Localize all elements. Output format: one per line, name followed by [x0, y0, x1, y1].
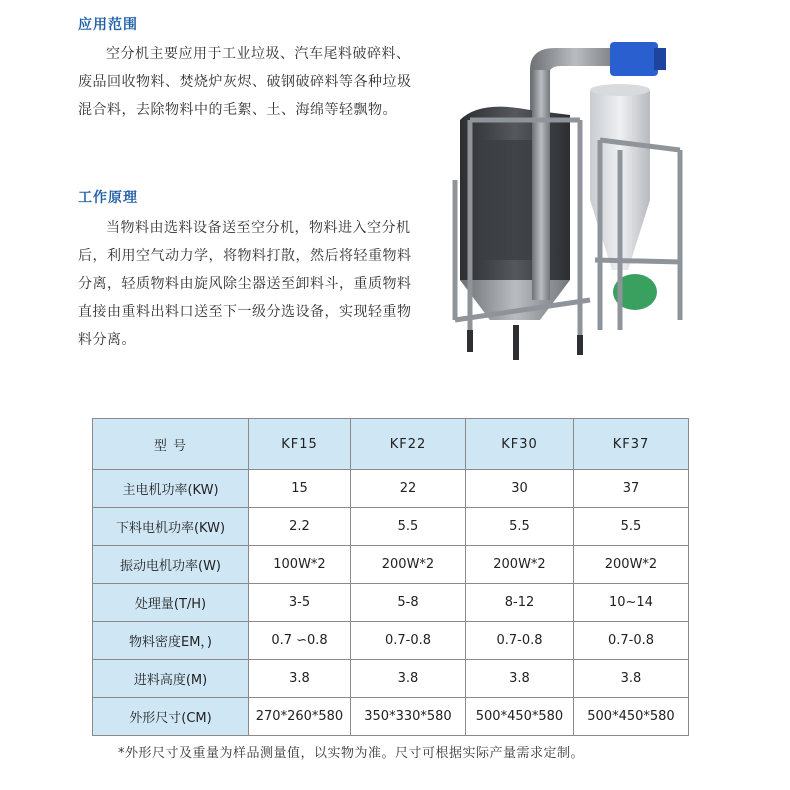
table-cell: 8-12	[466, 584, 574, 622]
table-cell: 2.2	[249, 508, 351, 546]
row-label: 主电机功率(KW)	[93, 470, 249, 508]
header-cell-model: 型 号	[93, 419, 249, 470]
table-cell: 3.8	[466, 660, 574, 698]
table-row	[93, 622, 689, 660]
header-cell-kf22: KF22	[351, 419, 466, 470]
section-heading-principle: 工作原理	[78, 190, 138, 206]
table-cell: 15	[249, 470, 351, 508]
table-cell: 100W*2	[249, 546, 351, 584]
table-cell: 30	[466, 470, 574, 508]
table-row	[93, 584, 689, 622]
principle-paragraph: 当物料由选料设备送至空分机，物料进入空分机后，利用空气动力学，将物料打散，然后将轻重物料分离，轻质物料由旋风除尘器送至卸料斗，重质物料直接由重料出料口送至下一级分选设备，实现轻重物料分离。	[78, 220, 412, 348]
motor-icon	[610, 42, 658, 76]
table-row	[93, 698, 689, 736]
row-label: 振动电机功率(W)	[93, 546, 249, 584]
table-cell: 3.8	[249, 660, 351, 698]
row-label: 进料高度(M)	[93, 660, 249, 698]
application-paragraph: 空分机主要应用于工业垃圾、汽车尾料破碎料、废品回收物料、焚烧炉灰烬、破钢破碎料等各种垃圾混合料，去除物料中的毛絮、土、海绵等轻飘物。	[78, 46, 412, 118]
table-cell: 270*260*580	[249, 698, 351, 736]
air-separator-machine-image	[420, 30, 710, 370]
table-cell: 5.5	[351, 508, 466, 546]
table-row	[93, 470, 689, 508]
table-cell: 22	[351, 470, 466, 508]
table-cell: 3.8	[574, 660, 689, 698]
table-row	[93, 508, 689, 546]
table-cell: 3-5	[249, 584, 351, 622]
table-cell: 200W*2	[574, 546, 689, 584]
table-cell: 500*450*580	[574, 698, 689, 736]
table-cell: 0.7-0.8	[351, 622, 466, 660]
table-cell: 200W*2	[351, 546, 466, 584]
table-cell: 5.5	[466, 508, 574, 546]
table-cell: 500*450*580	[466, 698, 574, 736]
row-label: 外形尺寸(CM)	[93, 698, 249, 736]
table-cell: 350*330*580	[351, 698, 466, 736]
row-label: 下料电机功率(KW)	[93, 508, 249, 546]
table-cell: 5-8	[351, 584, 466, 622]
spec-table	[92, 418, 689, 736]
table-cell: 3.8	[351, 660, 466, 698]
table-cell: 37	[574, 470, 689, 508]
header-cell-kf30: KF30	[466, 419, 574, 470]
table-cell: 10~14	[574, 584, 689, 622]
section-heading-application: 应用范围	[78, 17, 138, 33]
header-cell-kf37: KF37	[574, 419, 689, 470]
table-header-row	[93, 419, 689, 470]
header-cell-kf15: KF15	[249, 419, 351, 470]
footnote: *外形尺寸及重量为样品测量值，以实物为准。尺寸可根据实际产量需求定制。	[118, 746, 585, 761]
table-cell: 5.5	[574, 508, 689, 546]
table-cell: 0.7-0.8	[466, 622, 574, 660]
table-cell: 200W*2	[466, 546, 574, 584]
table-row	[93, 660, 689, 698]
table-cell: 0.7 ∽0.8	[249, 622, 351, 660]
table-row	[93, 546, 689, 584]
table-cell: 0.7-0.8	[574, 622, 689, 660]
row-label: 物料密度EM，)	[93, 622, 249, 660]
row-label: 处理量(T/H)	[93, 584, 249, 622]
